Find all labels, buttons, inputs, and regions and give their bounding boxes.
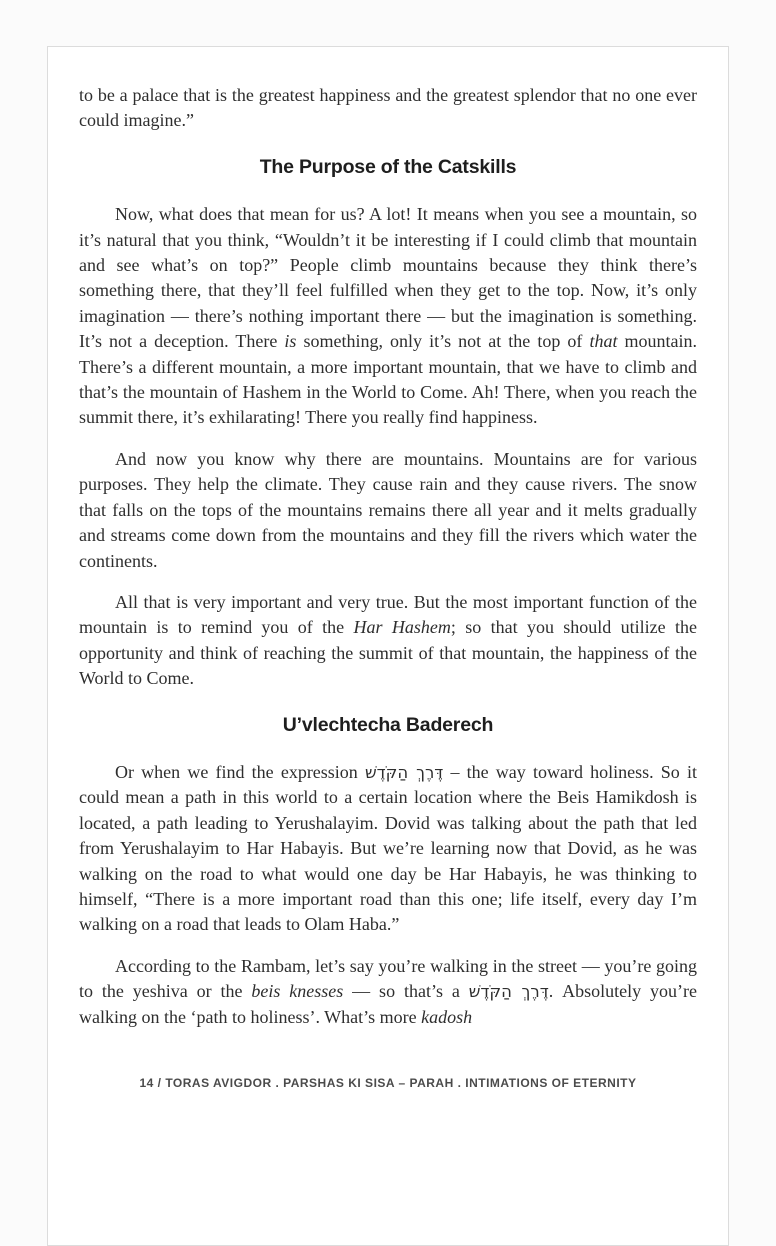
text-run: to be a palace that is the greatest happiness and the greatest splendor that no one ever could imagine.” xyxy=(79,85,697,131)
text-run: And now you know why there are mountains. Mountains are for various purposes. They help the climate. They cause rain and they cause rivers. The snow that falls on the tops of the mountains remains there all year and it melts gradually and streams come down from the mountains and they fill the rivers which water the continents. xyxy=(79,448,697,571)
text-run: — so that’s a xyxy=(343,981,469,1002)
body-paragraph xyxy=(79,760,697,938)
text-run: Now, what does that mean for us? A lot! It means when you see a mountain, so it’s natural that you think, “Wouldn’t it be interesting if I could climb that mountain and see what’s on top?” People climb mountains because they think there’s something there, that they’ll feel fulfilled when they get to the top. Now, it’s only imagination — there’s nothing important there — but the imagination is something. It’s not a deception. There xyxy=(79,204,697,352)
text-run: – the way toward holiness. So it could mean a path in this world to a certain location where the Beis Hamikdosh is located, a path leading to Yerushalayim. Dovid was talking about the path that led from Yerushalayim to Har Habayis. But we’re learning now that Dovid, as he was walking on the road to what would one day be Har Habayis, he was thinking to himself, “There is a more important road than this one; life itself, every day I’m walking on a road that leads to Olam Haba.” xyxy=(79,761,697,935)
page-sheet xyxy=(47,46,729,1246)
body-paragraph xyxy=(79,590,697,692)
italic-text: kadosh xyxy=(421,1006,473,1027)
italic-text: that xyxy=(589,331,618,352)
text-run: mountain. There’s a different mountain, a more important mountain, that we have to climb and that’s the mountain of Hashem in the World to Come. Ah! There, when you reach the summit there, it’s exhilarating! There you really find happiness. xyxy=(79,331,698,428)
body-paragraph xyxy=(79,83,697,134)
body-paragraph xyxy=(79,447,697,574)
hebrew-phrase: דֶּרֶךְ הַקֹּדֶשׁ xyxy=(468,982,549,1002)
text-run: Or when we find the expression xyxy=(115,761,365,782)
italic-text: Har Hashem xyxy=(353,617,451,638)
section-heading: The Purpose of the Catskills xyxy=(259,155,517,178)
section-heading: U’vlechtecha Baderech xyxy=(282,713,494,736)
hebrew-phrase: דֶּרֶךְ הַקֹּדֶשׁ xyxy=(364,762,444,782)
italic-text: beis knesses xyxy=(251,981,344,1002)
body-paragraph xyxy=(79,202,697,431)
text-run: All that is very important and very true. But the most important function of the mountain is to remind you of the xyxy=(79,591,697,638)
text-run: something, only it’s not at the top of xyxy=(296,331,590,352)
page-content xyxy=(48,47,728,1030)
page-footer: 14 / TORAS AVIGDOR . PARSHAS KI SISA – PARAH . INTIMATIONS OF ETERNITY xyxy=(139,1076,637,1090)
body-paragraph xyxy=(79,954,697,1030)
italic-text: is xyxy=(284,331,297,352)
text-run: . Absolutely you’re walking on the ‘path to holiness’. What’s more xyxy=(79,981,697,1027)
text-run: According to the Rambam, let’s say you’re walking in the street — you’re going to the yeshiva or the xyxy=(79,955,697,1002)
text-run: ; so that you should utilize the opportunity and think of reaching the summit of that mountain, the happiness of the World to Come. xyxy=(79,617,697,689)
